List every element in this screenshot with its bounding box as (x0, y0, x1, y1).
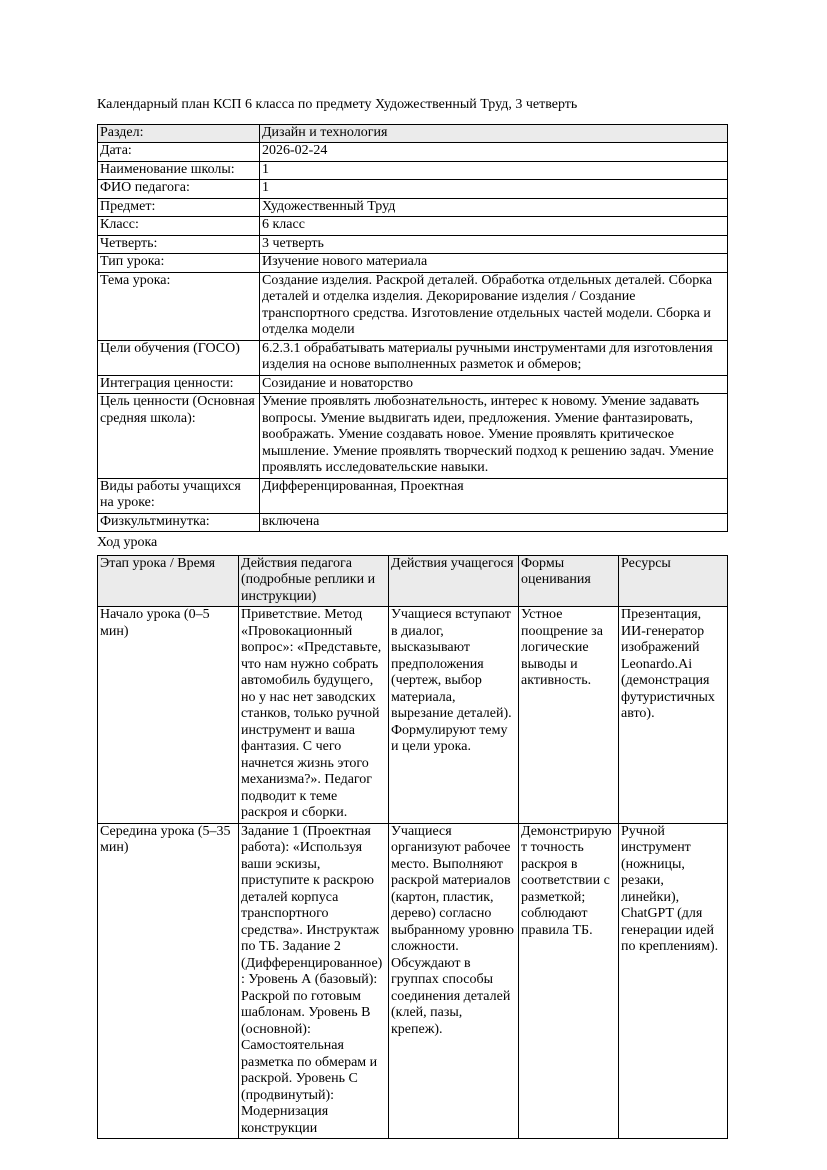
flow-header-cell: Ресурсы (619, 555, 728, 607)
info-label-cell: Предмет: (98, 198, 260, 217)
info-value-cell: включена (260, 513, 728, 532)
flow-assessment-cell: Устное поощрение за логические выводы и активность. (519, 607, 619, 824)
flow-stage-cell: Середина урока (5–35 мин) (98, 823, 239, 1139)
info-table-row (98, 235, 728, 254)
info-table-row (98, 272, 728, 340)
info-label-cell: Тип урока: (98, 254, 260, 273)
flow-resources-cell: Ручной инструмент (ножницы, резаки, линейки), ChatGPT (для генерации идей по креплениям). (619, 823, 728, 1139)
info-value-cell: Умение проявлять любознательность, интерес к новому. Умение задавать вопросы. Умение выдвигать идеи, предложения. Умение фантазировать, воображать. Умение создавать новое. Умение проявлять критическое мышление. Умение проявлять творческий подход к решению задач. Умение проявлять исследовательские навыки. (260, 394, 728, 479)
flow-student-cell: Учащиеся вступают в диалог, высказывают предположения (чертеж, выбор материала, вырезание деталей). Формулируют тему и цели урока. (389, 607, 519, 824)
info-label-cell: ФИО педагога: (98, 180, 260, 199)
info-value-cell: Дифференцированная, Проектная (260, 478, 728, 513)
flow-header-cell: Этап урока / Время (98, 555, 239, 607)
flow-table-row (98, 823, 728, 1139)
info-table-row (98, 375, 728, 394)
info-value-cell: Изучение нового материала (260, 254, 728, 273)
info-value-cell: 3 четверть (260, 235, 728, 254)
flow-teacher-cell: Задание 1 (Проектная работа): «Используя ваши эскизы, приступите к раскрою деталей корпуса транспортного средства». Инструктаж по ТБ. Задание 2 (Дифференцированное): Уровень А (базовый): Раскрой по готовым шаблонам. Уровень В (основной): Самостоятельная разметка по обмерам и раскрой. Уровень С (продвинутый): Модернизация конструкции (239, 823, 389, 1139)
info-label-cell: Дата: (98, 143, 260, 162)
page-title: Календарный план КСП 6 класса по предмету Художественный Труд, 3 четверть (97, 97, 578, 112)
lesson-info-table (97, 124, 728, 533)
info-table-row (98, 513, 728, 532)
info-table-row (98, 161, 728, 180)
lesson-flow-table (97, 555, 728, 1140)
flow-section-heading: Ход урока (97, 535, 158, 550)
info-value-cell: 1 (260, 180, 728, 199)
info-table-row (98, 478, 728, 513)
info-table-row (98, 198, 728, 217)
flow-header-row (98, 555, 728, 607)
flow-header-cell: Действия учащегося (389, 555, 519, 607)
info-table-row (98, 180, 728, 199)
flow-teacher-cell: Приветствие. Метод «Провокационный вопрос»: «Представьте, что нам нужно собрать автомобиль будущего, но у нас нет заводских станков, только ручной инструмент и ваша фантазия. С чего начнется жизнь этого механизма?». Педагог подводит к теме раскроя и сборки. (239, 607, 389, 824)
flow-header-cell: Действия педагога (подробные реплики и инструкции) (239, 555, 389, 607)
flow-header-cell: Формы оценивания (519, 555, 619, 607)
info-value-cell: Художественный Труд (260, 198, 728, 217)
info-table-row (98, 394, 728, 479)
info-table-row (98, 143, 728, 162)
info-label-cell: Цель ценности (Основная средняя школа): (98, 394, 260, 479)
info-label-cell: Интеграция ценности: (98, 375, 260, 394)
info-value-cell: Создание изделия. Раскрой деталей. Обработка отдельных деталей. Сборка деталей и отделка изделия. Декорирование изделия / Создание транспортного средства. Изготовление отдельных частей модели. Сборка и отделка модели (260, 272, 728, 340)
info-label-cell: Физкультминутка: (98, 513, 260, 532)
info-table-row (98, 340, 728, 375)
info-value-cell: 6 класс (260, 217, 728, 236)
info-label-cell: Четверть: (98, 235, 260, 254)
info-table-row (98, 124, 728, 143)
info-value-cell: 1 (260, 161, 728, 180)
info-value-cell: 2026-02-24 (260, 143, 728, 162)
info-label-cell: Раздел: (98, 124, 260, 143)
info-value-cell: Созидание и новаторство (260, 375, 728, 394)
flow-stage-cell: Начало урока (0–5 мин) (98, 607, 239, 824)
info-value-cell: Дизайн и технология (260, 124, 728, 143)
info-label-cell: Наименование школы: (98, 161, 260, 180)
info-value-cell: 6.2.3.1 обрабатывать материалы ручными инструментами для изготовления изделия на основе выполненных разметок и обмеров; (260, 340, 728, 375)
flow-resources-cell: Презентация, ИИ-генератор изображений Leonardo.Ai (демонстрация футуристичных авто). (619, 607, 728, 824)
info-table-row (98, 217, 728, 236)
info-label-cell: Класс: (98, 217, 260, 236)
info-label-cell: Виды работы учащихся на уроке: (98, 478, 260, 513)
info-label-cell: Цели обучения (ГОСО) (98, 340, 260, 375)
flow-student-cell: Учащиеся организуют рабочее место. Выполняют раскрой материалов (картон, пластик, дерево) согласно выбранному уровню сложности. Обсуждают в группах способы соединения деталей (клей, пазы, крепеж). (389, 823, 519, 1139)
info-label-cell: Тема урока: (98, 272, 260, 340)
info-table-row (98, 254, 728, 273)
flow-table-row (98, 607, 728, 824)
flow-assessment-cell: Демонстрируют точность раскроя в соответствии с разметкой; соблюдают правила ТБ. (519, 823, 619, 1139)
